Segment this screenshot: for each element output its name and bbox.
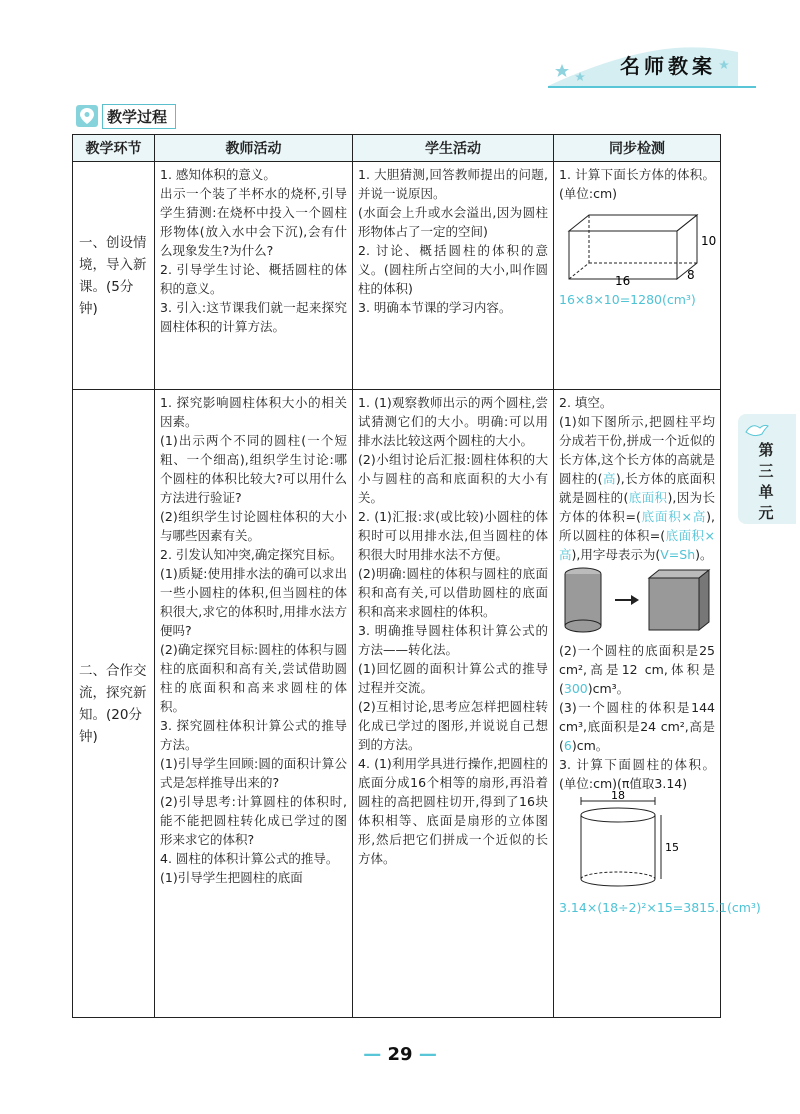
student-step: (1)回忆圆的面积计算公式的推导过程并交流。 bbox=[358, 661, 548, 695]
unit-side-tab bbox=[738, 414, 796, 524]
teacher-step: 4. 圆柱的体积计算公式的推导。 bbox=[160, 851, 339, 866]
teacher-step: (2)组织学生讨论圆柱体积的大小与哪些因素有关。 bbox=[160, 509, 347, 543]
column-header: 同步检测 bbox=[554, 135, 721, 162]
student-step: 4. (1)利用学具进行操作,把圆柱的底面分成16个相等的扇形,再沿着圆柱的高把圆柱切开,得到了16块体积相等、底面是扇形的立体图形,然后把它们拼成一个近似的长方体。 bbox=[358, 756, 548, 866]
cuboid-width-label: 8 bbox=[687, 268, 695, 282]
header-divider bbox=[548, 86, 756, 88]
student-activity-cell bbox=[353, 390, 554, 1018]
check-cell bbox=[554, 390, 761, 1018]
section-tag bbox=[76, 104, 176, 128]
teacher-step: (1)出示两个不同的圆柱(一个短粗、一个细高),组织学生讨论:哪个圆柱的体积比较大?可以用什么方法进行验证? bbox=[160, 433, 347, 505]
student-step: (水面会上升或水会溢出,因为圆柱形物体占了一定的空间) bbox=[358, 205, 548, 239]
cylinder-height-label: 15 bbox=[665, 841, 679, 854]
arrow-right-icon bbox=[615, 595, 639, 605]
unit-label: 第三单元 bbox=[758, 441, 774, 522]
fill-in-question-3: (3)一个圆柱的体积是144 cm³,底面积是24 cm²,高是(6)cm。 bbox=[559, 700, 715, 753]
page-number: — 29 — bbox=[363, 1044, 437, 1065]
teacher-step: (2)引导思考:计算圆柱的体积时,能不能把圆柱转化成已学过的图形来求它的体积? bbox=[160, 794, 347, 847]
check-answer: 3.14×(18÷2)²×15=3815.1(cm³) bbox=[559, 900, 761, 915]
lesson-table bbox=[72, 134, 761, 1018]
blank-answer: 底面积×高 bbox=[559, 528, 715, 562]
table-row bbox=[73, 162, 721, 390]
student-step: (2)互相讨论,思考应怎样把圆柱转化成已学过的图形,并说说自己想到的方法。 bbox=[358, 699, 548, 752]
teacher-step: (1)引导学生把圆柱的底面 bbox=[160, 870, 303, 885]
blank-answer: 底面积 bbox=[628, 490, 668, 505]
bird-icon bbox=[744, 420, 770, 438]
check-title: 2. 填空。 bbox=[559, 395, 613, 410]
student-step: 2. 讨论、概括圆柱的体积的意义。(圆柱所占空间的大小,叫作圆柱的体积) bbox=[358, 243, 548, 296]
cylinder-diagram bbox=[559, 789, 699, 893]
fill-in-question-1: (1)如下图所示,把圆柱平均分成若干份,拼成一个近似的长方体,这个长方体的高就是圆柱的(高),长方体的底面积就是圆柱的(底面积),因为长方体的体积=(底面积×高),所以圆柱的体积=(底面积×高),用字母表示为(V=Sh)。 bbox=[559, 414, 715, 562]
section-title: 教学过程 bbox=[102, 104, 176, 129]
blank-answer: 高 bbox=[602, 471, 616, 486]
column-header: 教师活动 bbox=[155, 135, 353, 162]
student-step: 2. (1)汇报:求(或比较)小圆柱的体积时可以用排水法,但当圆柱的体积很大时用排水法不方便。 bbox=[358, 509, 548, 562]
student-activity-cell bbox=[353, 162, 554, 390]
fill-in-question-2: (2)一个圆柱的底面积是25 cm²,高是12 cm,体积是(300)cm³。 bbox=[559, 643, 715, 696]
student-step: 3. 明确推导圆柱体积计算公式的方法——转化法。 bbox=[358, 623, 548, 657]
cylinder-to-cuboid-diagram bbox=[559, 564, 715, 636]
student-step: 1. (1)观察教师出示的两个圆柱,尝试猜测它们的大小。明确:可以用排水法比较这两个圆柱的大小。 bbox=[358, 395, 548, 448]
teacher-step: 2. 引导学生讨论、概括圆柱的体积的意义。 bbox=[160, 262, 347, 296]
cuboid-diagram bbox=[559, 203, 717, 288]
header-title: 名师教案 bbox=[620, 54, 716, 78]
check-question: 3. 计算下面圆柱的体积。(单位:cm)(π值取3.14) bbox=[559, 757, 715, 791]
student-step: 1. 大胆猜测,回答教师提出的问题,并说一说原因。 bbox=[358, 167, 548, 201]
stage-cell: 一、创设情境，导入新课。(5分钟) bbox=[73, 162, 155, 390]
teacher-step: 3. 探究圆柱体积计算公式的推导方法。 bbox=[160, 718, 347, 752]
teacher-step: (1)质疑:使用排水法的确可以求出一些小圆柱的体积,但当圆柱的体积很大,求它的体积时,用排水法方便吗? bbox=[160, 566, 347, 638]
table-row bbox=[73, 390, 721, 1018]
student-step: (2)小组讨论后汇报:圆柱体积的大小与圆柱的高和底面积的大小有关。 bbox=[358, 452, 548, 505]
teacher-step: (2)确定探究目标:圆柱的体积与圆柱的底面积和高有关,尝试借助圆柱的底面积和高来求圆柱的体积。 bbox=[160, 642, 347, 714]
stage-cell: 二、合作交流，探究新知。(20分钟) bbox=[73, 390, 155, 1018]
student-step: 3. 明确本节课的学习内容。 bbox=[358, 300, 512, 315]
check-question: 1. 计算下面长方体的体积。(单位:cm) bbox=[559, 167, 715, 201]
student-step: (2)明确:圆柱的体积与圆柱的底面积和高有关,可以借助圆柱的底面积和高来求圆柱的体积。 bbox=[358, 566, 548, 619]
blank-answer: 300 bbox=[563, 681, 588, 696]
blank-answer: V=Sh bbox=[660, 547, 696, 562]
cylinder-diameter-label: 18 bbox=[611, 789, 625, 802]
column-header: 学生活动 bbox=[353, 135, 554, 162]
teacher-step: 2. 引发认知冲突,确定探究目标。 bbox=[160, 547, 343, 562]
teacher-step: 1. 感知体积的意义。 bbox=[160, 167, 276, 182]
teacher-step: 1. 探究影响圆柱体积大小的相关因素。 bbox=[160, 395, 347, 429]
location-pin-icon bbox=[76, 105, 98, 127]
cuboid-height-label: 10 bbox=[701, 234, 717, 248]
column-header: 教学环节 bbox=[73, 135, 155, 162]
teacher-activity-cell bbox=[155, 390, 353, 1018]
teacher-step: 3. 引入:这节课我们就一起来探究圆柱体积的计算方法。 bbox=[160, 300, 347, 334]
teacher-step: (1)引导学生回顾:圆的面积计算公式是怎样推导出来的? bbox=[160, 756, 347, 790]
star-icon bbox=[555, 64, 569, 77]
teacher-step: 出示一个装了半杯水的烧杯,引导学生猜测:在烧杯中投入一个圆柱形物体(放入水中会下沉),会有什么现象发生?为什么? bbox=[160, 186, 347, 258]
cuboid-length-label: 16 bbox=[615, 274, 631, 288]
table-header-row bbox=[73, 135, 721, 162]
check-cell bbox=[554, 162, 721, 390]
teacher-activity-cell bbox=[155, 162, 353, 390]
blank-answer: 底面积×高 bbox=[640, 509, 707, 524]
blank-answer: 6 bbox=[563, 738, 572, 753]
check-answer: 16×8×10=1280(cm³) bbox=[559, 292, 696, 307]
